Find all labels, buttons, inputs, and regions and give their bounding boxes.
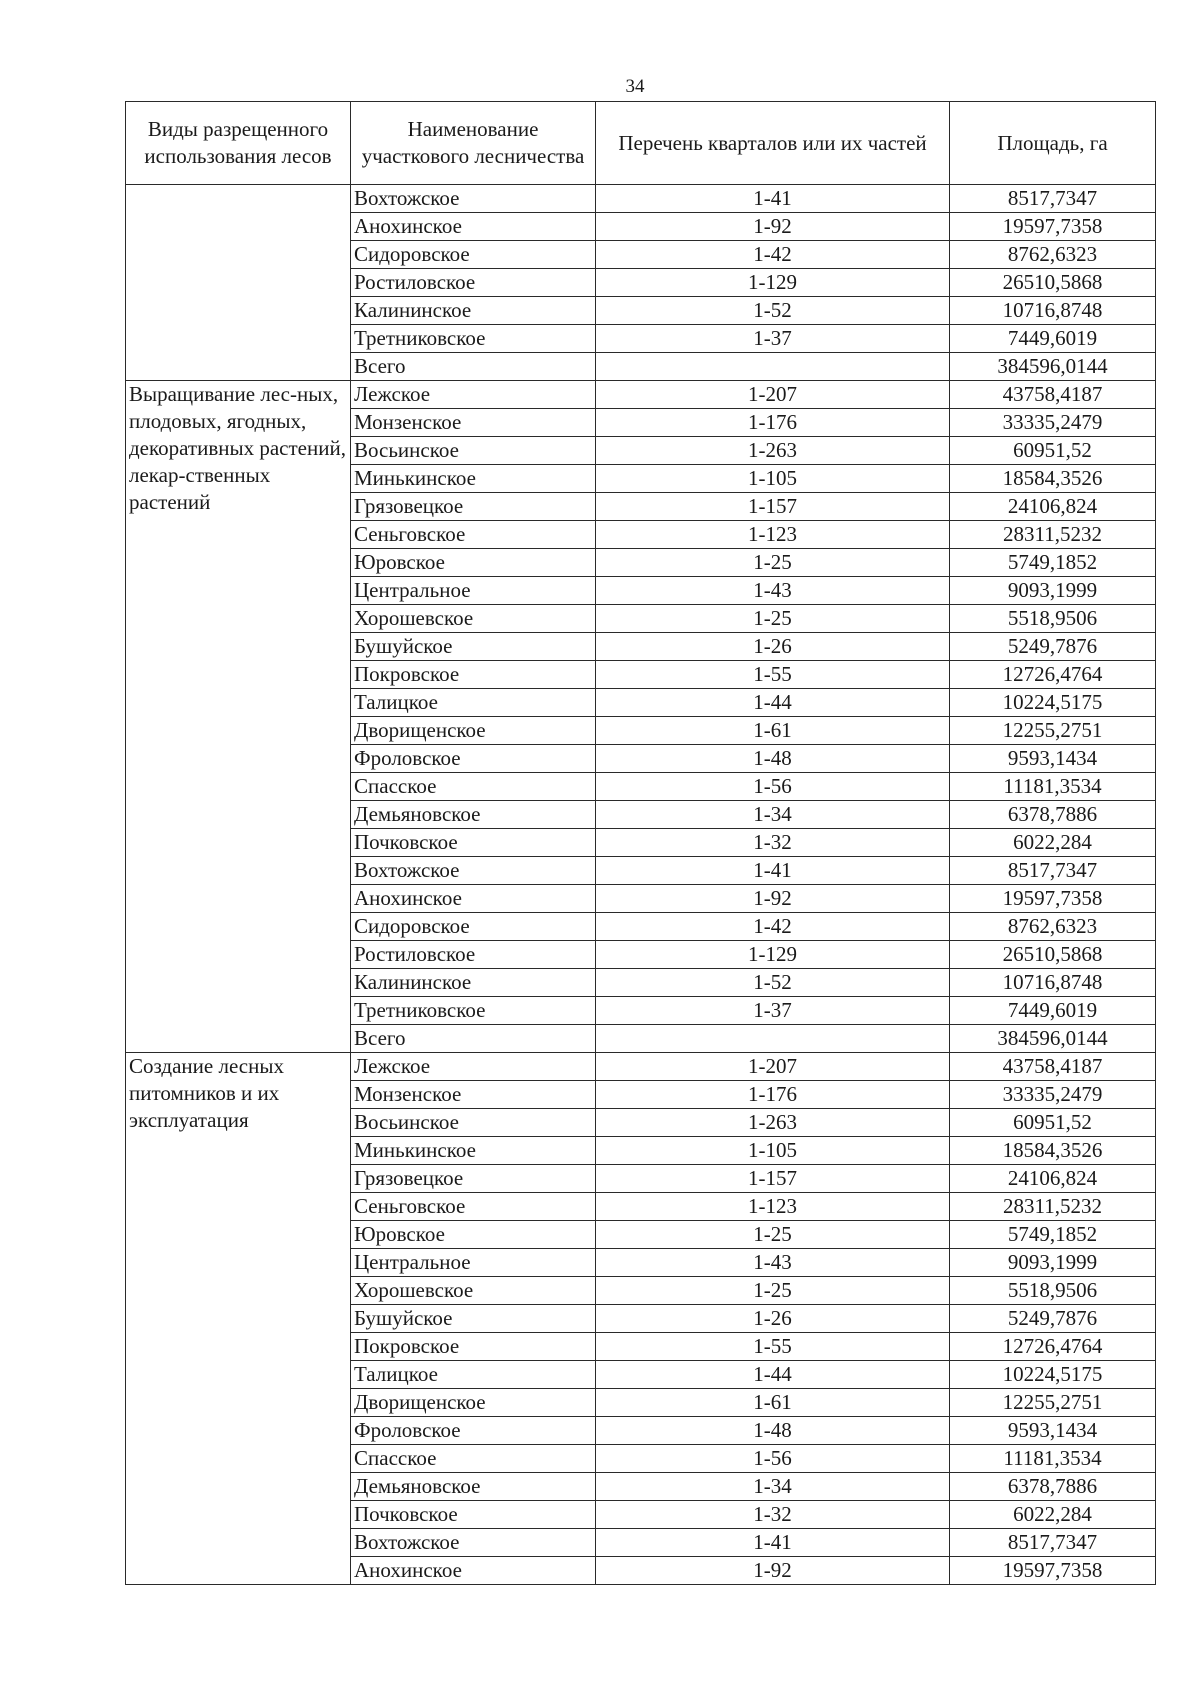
- area-cell: 28311,5232: [950, 1193, 1156, 1221]
- total-area-cell: 384596,0144: [950, 1025, 1156, 1053]
- quarters-cell: 1-263: [596, 1109, 950, 1137]
- area-cell: 33335,2479: [950, 1081, 1156, 1109]
- area-cell: 10716,8748: [950, 969, 1156, 997]
- forestry-name-cell: Вохтожское: [351, 185, 596, 213]
- table-row: [126, 185, 1156, 213]
- quarters-cell: 1-25: [596, 605, 950, 633]
- forestry-name-cell: Ростиловское: [351, 269, 596, 297]
- forestry-name-cell: Сеньговское: [351, 521, 596, 549]
- forestry-name-cell: Бушуйское: [351, 1305, 596, 1333]
- area-cell: 10224,5175: [950, 1361, 1156, 1389]
- use-type-cell: Выращивание лес-ных, плодовых, ягодных, декоративных растений, лекар-ственных растений: [126, 381, 351, 1053]
- quarters-cell: 1-25: [596, 1277, 950, 1305]
- area-cell: 7449,6019: [950, 997, 1156, 1025]
- quarters-cell: 1-92: [596, 885, 950, 913]
- area-cell: 12255,2751: [950, 717, 1156, 745]
- area-cell: 19597,7358: [950, 1557, 1156, 1585]
- forestry-name-cell: Талицкое: [351, 1361, 596, 1389]
- forestry-name-cell: Покровское: [351, 1333, 596, 1361]
- quarters-cell: 1-176: [596, 409, 950, 437]
- quarters-cell: 1-41: [596, 185, 950, 213]
- area-cell: 12726,4764: [950, 1333, 1156, 1361]
- page-number: 34: [625, 76, 645, 97]
- forestry-name-cell: Лежское: [351, 1053, 596, 1081]
- area-cell: 6378,7886: [950, 801, 1156, 829]
- forestry-name-cell: Анохинское: [351, 213, 596, 241]
- forestry-name-cell: Талицкое: [351, 689, 596, 717]
- quarters-cell: 1-123: [596, 1193, 950, 1221]
- quarters-cell: 1-105: [596, 1137, 950, 1165]
- quarters-cell: 1-25: [596, 1221, 950, 1249]
- quarters-cell: 1-37: [596, 997, 950, 1025]
- forestry-name-cell: Анохинское: [351, 1557, 596, 1585]
- area-cell: 11181,3534: [950, 773, 1156, 801]
- quarters-cell: 1-92: [596, 213, 950, 241]
- quarters-cell: 1-61: [596, 717, 950, 745]
- area-cell: 5749,1852: [950, 1221, 1156, 1249]
- quarters-cell: 1-61: [596, 1389, 950, 1417]
- forest-use-table: [125, 101, 1156, 1585]
- forestry-name-cell: Калининское: [351, 969, 596, 997]
- quarters-cell: 1-55: [596, 1333, 950, 1361]
- forestry-name-cell: Минькинское: [351, 465, 596, 493]
- forestry-name-cell: Сеньговское: [351, 1193, 596, 1221]
- area-cell: 24106,824: [950, 493, 1156, 521]
- area-cell: 26510,5868: [950, 941, 1156, 969]
- area-cell: 43758,4187: [950, 381, 1156, 409]
- quarters-cell: 1-44: [596, 1361, 950, 1389]
- forestry-name-cell: Дворищенское: [351, 1389, 596, 1417]
- forestry-name-cell: Третниковское: [351, 997, 596, 1025]
- forestry-name-cell: Вохтожское: [351, 1529, 596, 1557]
- quarters-cell: 1-105: [596, 465, 950, 493]
- area-cell: 18584,3526: [950, 465, 1156, 493]
- forestry-name-cell: Дворищенское: [351, 717, 596, 745]
- quarters-cell: 1-263: [596, 437, 950, 465]
- area-cell: 60951,52: [950, 437, 1156, 465]
- quarters-cell: 1-56: [596, 773, 950, 801]
- forestry-name-cell: Ростиловское: [351, 941, 596, 969]
- area-cell: 8762,6323: [950, 913, 1156, 941]
- quarters-cell: 1-48: [596, 745, 950, 773]
- forestry-name-cell: Центральное: [351, 577, 596, 605]
- table-row: [126, 1053, 1156, 1081]
- use-type-cell: Создание лесных питомников и их эксплуатация: [126, 1053, 351, 1585]
- area-cell: 5518,9506: [950, 1277, 1156, 1305]
- forestry-name-cell: Демьяновское: [351, 1473, 596, 1501]
- forestry-name-cell: Покровское: [351, 661, 596, 689]
- quarters-cell: 1-157: [596, 493, 950, 521]
- area-cell: 19597,7358: [950, 885, 1156, 913]
- forestry-name-cell: Монзенское: [351, 409, 596, 437]
- quarters-cell: 1-129: [596, 941, 950, 969]
- quarters-cell: 1-207: [596, 1053, 950, 1081]
- area-cell: 26510,5868: [950, 269, 1156, 297]
- quarters-cell: 1-176: [596, 1081, 950, 1109]
- quarters-cell: 1-123: [596, 521, 950, 549]
- area-cell: 5518,9506: [950, 605, 1156, 633]
- area-cell: 10716,8748: [950, 297, 1156, 325]
- quarters-cell: 1-42: [596, 913, 950, 941]
- forestry-name-cell: Монзенское: [351, 1081, 596, 1109]
- quarters-cell: 1-207: [596, 381, 950, 409]
- area-cell: 8517,7347: [950, 1529, 1156, 1557]
- area-cell: 12726,4764: [950, 661, 1156, 689]
- forestry-name-cell: Спасское: [351, 773, 596, 801]
- area-cell: 11181,3534: [950, 1445, 1156, 1473]
- table-body: [126, 185, 1156, 1585]
- table-row: [126, 381, 1156, 409]
- quarters-cell: 1-26: [596, 633, 950, 661]
- area-cell: 28311,5232: [950, 521, 1156, 549]
- area-cell: 24106,824: [950, 1165, 1156, 1193]
- quarters-cell: 1-92: [596, 1557, 950, 1585]
- quarters-cell: 1-55: [596, 661, 950, 689]
- forestry-name-cell: Хорошевское: [351, 1277, 596, 1305]
- area-cell: 9593,1434: [950, 1417, 1156, 1445]
- quarters-cell: 1-157: [596, 1165, 950, 1193]
- forestry-name-cell: Спасское: [351, 1445, 596, 1473]
- quarters-cell: 1-44: [596, 689, 950, 717]
- total-quarters-cell: [596, 353, 950, 381]
- header-area: Площадь, га: [950, 102, 1156, 185]
- forestry-name-cell: Восьинское: [351, 437, 596, 465]
- area-cell: 33335,2479: [950, 409, 1156, 437]
- area-cell: 12255,2751: [950, 1389, 1156, 1417]
- forestry-name-cell: Сидоровское: [351, 913, 596, 941]
- forestry-name-cell: Лежское: [351, 381, 596, 409]
- forestry-name-cell: Калининское: [351, 297, 596, 325]
- area-cell: 5749,1852: [950, 549, 1156, 577]
- total-quarters-cell: [596, 1025, 950, 1053]
- area-cell: 6378,7886: [950, 1473, 1156, 1501]
- quarters-cell: 1-25: [596, 549, 950, 577]
- forestry-name-cell: Третниковское: [351, 325, 596, 353]
- forestry-name-cell: Анохинское: [351, 885, 596, 913]
- quarters-cell: 1-52: [596, 297, 950, 325]
- forestry-name-cell: Вохтожское: [351, 857, 596, 885]
- quarters-cell: 1-41: [596, 1529, 950, 1557]
- forestry-name-cell: Юровское: [351, 1221, 596, 1249]
- quarters-cell: 1-37: [596, 325, 950, 353]
- header-use: Виды разрещенного использования лесов: [126, 102, 351, 185]
- quarters-cell: 1-43: [596, 1249, 950, 1277]
- forestry-name-cell: Восьинское: [351, 1109, 596, 1137]
- forestry-name-cell: Почковское: [351, 829, 596, 857]
- forestry-name-cell: Центральное: [351, 1249, 596, 1277]
- area-cell: 8517,7347: [950, 185, 1156, 213]
- area-cell: 19597,7358: [950, 213, 1156, 241]
- forestry-name-cell: Бушуйское: [351, 633, 596, 661]
- area-cell: 8517,7347: [950, 857, 1156, 885]
- area-cell: 9093,1999: [950, 577, 1156, 605]
- use-type-cell: [126, 185, 351, 381]
- area-cell: 9093,1999: [950, 1249, 1156, 1277]
- forestry-name-cell: Грязовецкое: [351, 1165, 596, 1193]
- area-cell: 60951,52: [950, 1109, 1156, 1137]
- area-cell: 5249,7876: [950, 1305, 1156, 1333]
- area-cell: 8762,6323: [950, 241, 1156, 269]
- forestry-name-cell: Юровское: [351, 549, 596, 577]
- quarters-cell: 1-42: [596, 241, 950, 269]
- table-header-row: [126, 102, 1156, 185]
- quarters-cell: 1-32: [596, 1501, 950, 1529]
- header-quarters: Перечень кварталов или их частей: [596, 102, 950, 185]
- forestry-name-cell: Хорошевское: [351, 605, 596, 633]
- quarters-cell: 1-52: [596, 969, 950, 997]
- quarters-cell: 1-41: [596, 857, 950, 885]
- total-label-cell: Всего: [351, 1025, 596, 1053]
- quarters-cell: 1-34: [596, 1473, 950, 1501]
- area-cell: 43758,4187: [950, 1053, 1156, 1081]
- quarters-cell: 1-48: [596, 1417, 950, 1445]
- quarters-cell: 1-56: [596, 1445, 950, 1473]
- quarters-cell: 1-26: [596, 1305, 950, 1333]
- area-cell: 6022,284: [950, 1501, 1156, 1529]
- forestry-name-cell: Грязовецкое: [351, 493, 596, 521]
- forestry-name-cell: Почковское: [351, 1501, 596, 1529]
- forestry-name-cell: Демьяновское: [351, 801, 596, 829]
- forestry-name-cell: Минькинское: [351, 1137, 596, 1165]
- total-label-cell: Всего: [351, 353, 596, 381]
- area-cell: 9593,1434: [950, 745, 1156, 773]
- area-cell: 7449,6019: [950, 325, 1156, 353]
- header-name: Наименование участкового лесничества: [351, 102, 596, 185]
- quarters-cell: 1-129: [596, 269, 950, 297]
- forestry-name-cell: Фроловское: [351, 1417, 596, 1445]
- area-cell: 18584,3526: [950, 1137, 1156, 1165]
- area-cell: 5249,7876: [950, 633, 1156, 661]
- area-cell: 10224,5175: [950, 689, 1156, 717]
- forestry-name-cell: Сидоровское: [351, 241, 596, 269]
- quarters-cell: 1-32: [596, 829, 950, 857]
- quarters-cell: 1-34: [596, 801, 950, 829]
- forestry-name-cell: Фроловское: [351, 745, 596, 773]
- quarters-cell: 1-43: [596, 577, 950, 605]
- area-cell: 6022,284: [950, 829, 1156, 857]
- total-area-cell: 384596,0144: [950, 353, 1156, 381]
